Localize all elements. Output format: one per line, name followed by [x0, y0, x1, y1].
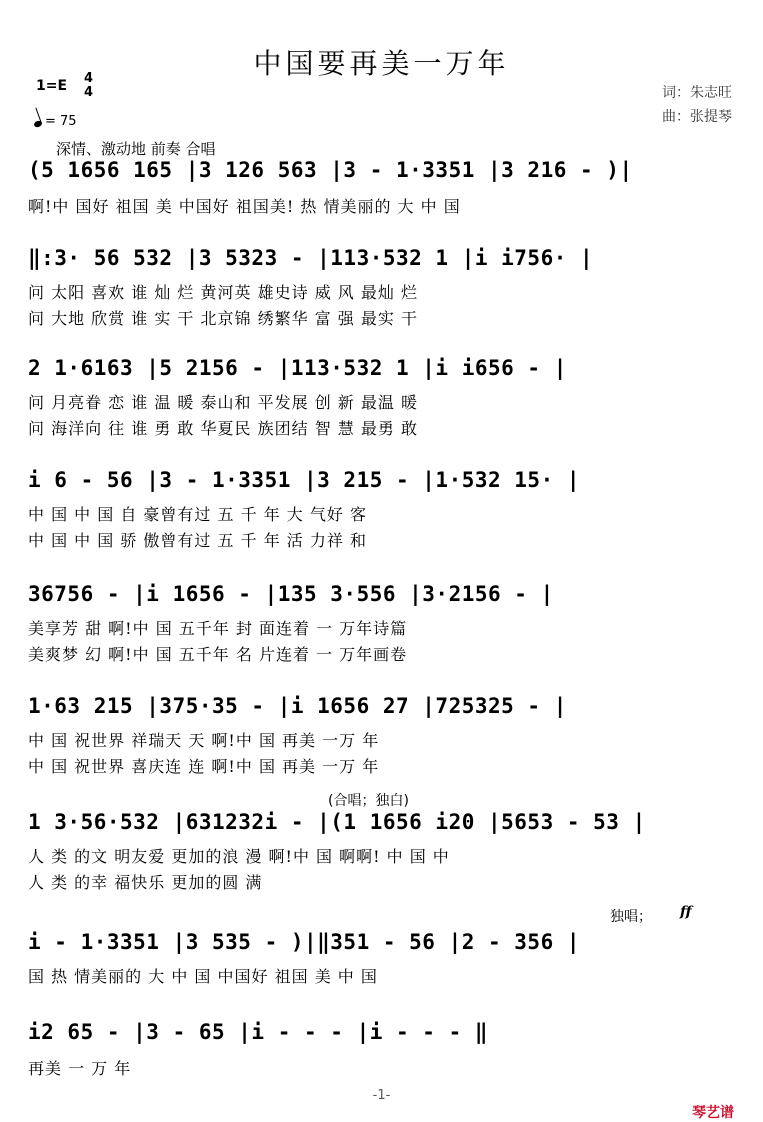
lyric-line: 问 海洋向 往 谁 勇 敢 华夏民 族团结 智 慧 最勇 敢	[28, 419, 418, 438]
notation-line: i 6 - 56 |3 - 1·3351 |3 215 - |1·532 15· |	[28, 468, 581, 492]
lyric-line: 再美 一 万 年	[28, 1059, 132, 1078]
lyric-line: 中 国 中 国 骄 傲曾有过 五 千 年 活 力祥 和	[28, 531, 367, 550]
logo-text: 琴艺谱	[692, 1105, 734, 1121]
lyric-line: 问 太阳 喜欢 谁 灿 烂 黄河英 雄史诗 威 风 最灿 烂	[28, 283, 418, 302]
solo-annotation: 独唱；	[610, 909, 652, 925]
chorus-solo-annotation: (合唱；独白)	[328, 793, 409, 809]
lyricist-credit: 词：朱志旺	[662, 85, 732, 101]
tempo-value: = 75	[45, 114, 77, 129]
notation-line: 1 3·56·532 |631232i - |(1 1656 i20 |5653 - 53 |	[28, 810, 646, 834]
lyric-line: 美享芳 甜 啊!中 国 五千年 封 面连着 一 万年诗篇	[28, 619, 408, 638]
time-signature	[84, 72, 93, 100]
page-title: 中国要再美一万年	[253, 47, 510, 80]
lyric-line: 问 大地 欣赏 谁 实 干 北京锦 绣繁华 富 强 最实 干	[28, 309, 418, 328]
notation-line: i2 65 - |3 - 65 |i - - - |i - - - ‖	[28, 1020, 489, 1044]
notation-line: ‖:3· 56 532 |3 5323 - |113·532 1 |i i756· |	[28, 246, 594, 270]
lyric-line: 中 国 祝世界 祥瑞天 天 啊!中 国 再美 一万 年	[28, 731, 380, 750]
lyric-line: 问 月亮眷 恋 谁 温 暖 泰山和 平发展 创 新 最温 暖	[28, 393, 418, 412]
key-signature: 1=E	[36, 78, 68, 94]
dynamic-marking: ff	[680, 904, 692, 920]
notation-line: 36756 - |i 1656 - |135 3·556 |3·2156 - |	[28, 582, 554, 606]
quarter-note-icon	[33, 120, 43, 128]
site-logo	[692, 1102, 734, 1122]
tempo-marking	[34, 114, 77, 129]
lyric-line: 中 国 中 国 自 豪曾有过 五 千 年 大 气好 客	[28, 505, 367, 524]
composer-credit: 曲：张提琴	[662, 109, 732, 125]
lyric-line: 中 国 祝世界 喜庆连 连 啊!中 国 再美 一万 年	[28, 757, 380, 776]
notation-line: (5 1656 165 |3 126 563 |3 - 1·3351 |3 216 - )|	[28, 158, 633, 182]
lyric-line: 国 热 情美丽的 大 中 国 中国好 祖国 美 中 国	[28, 967, 378, 986]
notation-line: 1·63 215 |375·35 - |i 1656 27 |725325 - |	[28, 694, 567, 718]
page-number: -1-	[372, 1088, 391, 1103]
notation-line: 2 1·6163 |5 2156 - |113·532 1 |i i656 - |	[28, 356, 567, 380]
notation-line: i - 1·3351 |3 535 - )|‖351 - 56 |2 - 356 |	[28, 930, 581, 954]
lyric-line: 人 类 的幸 福快乐 更加的圆 满	[28, 873, 263, 892]
lyric-line: 美爽梦 幻 啊!中 国 五千年 名 片连着 一 万年画卷	[28, 645, 408, 664]
lyric-line: 啊!中 国好 祖国 美 中国好 祖国美! 热 情美丽的 大 中 国	[28, 197, 461, 216]
meter-bottom: 4	[84, 85, 94, 100]
meter-top: 4	[84, 71, 94, 86]
lyric-line: 人 类 的文 明友爱 更加的浪 漫 啊!中 国 啊啊! 中 国 中	[28, 847, 450, 866]
expression-marking: 深情、激动地 前奏 合唱	[56, 140, 216, 158]
